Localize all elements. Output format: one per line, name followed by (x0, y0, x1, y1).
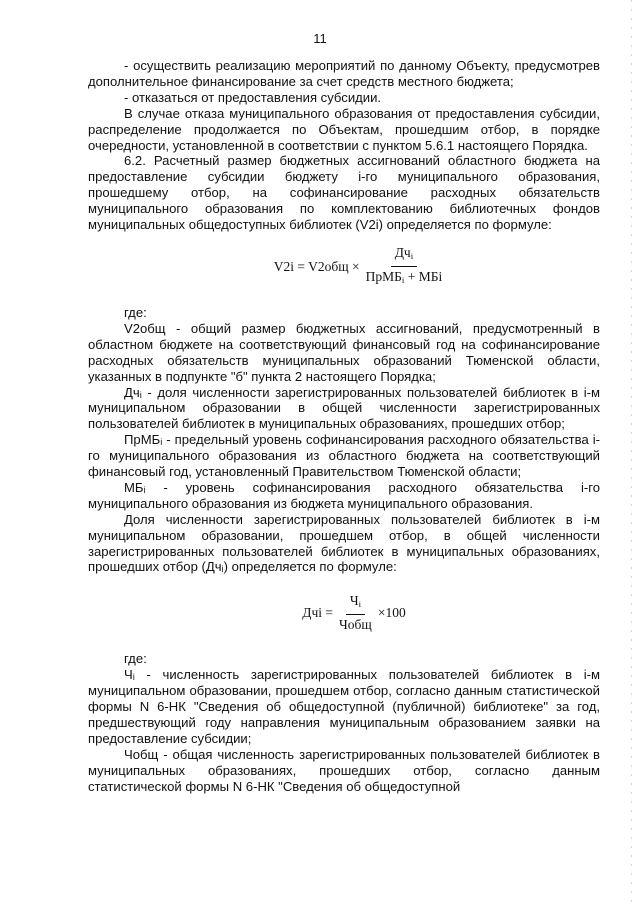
paragraph-option-2: - отказаться от предоставления субсидии. (124, 89, 382, 105)
where-label-2: где: (124, 651, 147, 667)
definition-prmbi: ПрМБᵢ - предельный уровень софинансирования расходного обязательства i-го муниципального образования из областного бюджета на соответствующий финансовый год, установленный Правительством Тюменской области; (88, 432, 600, 480)
formula-v2i-numerator (391, 245, 417, 267)
formula-v2i-fraction (362, 245, 447, 289)
paragraph-share-formula-intro: Доля численности зарегистрированных пользователей библиотек в i-м муниципальном образовании, прошедшем отбор, в общей численности зарегистрированных пользователей библиотек в муниципальных образованиях, прошедших отбор (Дчᵢ) определяется по формуле: (88, 511, 600, 575)
numerator-subscript: i (358, 599, 362, 610)
definition-dchi: Дчᵢ - доля численности зарегистрированных пользователей библиотек в i-м муниципальном образовании в общей численности зарегистрированных пользователей библиотек в муниципальных образованиях, прошедших отбор; (88, 384, 600, 432)
formula-dchi-lhs: Дчi = (302, 605, 334, 621)
numerator-text: Дч (394, 244, 411, 260)
formula-v2i-denominator (362, 267, 447, 289)
formula-v2i-lhs: V2i = V2общ × (273, 259, 360, 275)
document-body (88, 58, 600, 795)
paragraph-refusal: В случае отказа муниципального образования от предоставления субсидии, распределение продолжается по Объектам, прошедшим отбор, в порядке очередности, установленной в соответствии с пунктом 5.6.1 настоящего Порядка. (88, 105, 600, 153)
formula-dchi-rhs: ×100 (377, 605, 406, 621)
formula-v2i (122, 239, 600, 295)
numerator-subscript: i (410, 251, 414, 262)
where-label-1: где: (124, 304, 147, 320)
numerator-text: Ч (349, 593, 359, 609)
definition-chi: Чᵢ - численность зарегистрированных пользователей библиотек в i-м муниципальном образовании, прошедшем отбор, согласно данным статистической формы N 6-НК "Сведения об общедоступной (публичной) библиотеке" за год, предшествующий году направления муниципальным образованием заявки на предоставление субсидии; (88, 667, 600, 746)
formula-dchi-denominator: Чобщ (339, 617, 372, 633)
definition-mbi: МБᵢ - уровень софинансирования расходного обязательства i-го муниципального образования из бюджета муниципального образования. (88, 479, 600, 511)
formula-dchi (108, 585, 600, 641)
page-number: 11 (313, 31, 327, 46)
scan-edge-artifact (631, 0, 632, 905)
definition-chobsch: Чобщ - общая численность зарегистрированных пользователей библиотек в муниципальных образованиях, прошедших отбор, согласно данным статистической формы N 6-НК "Сведения об общедоступной (88, 746, 600, 794)
denominator-text-a: ПрМБ (365, 268, 402, 284)
paragraph-option-1: - осуществить реализацию мероприятий по данному Объекту, предусмотрев дополнительное финансирование за счет средств местного бюджета; (88, 58, 600, 89)
formula-dchi-numerator (346, 593, 365, 615)
paragraph-6-2: 6.2. Расчетный размер бюджетных ассигнований областного бюджета на предоставление субсидии бюджету i-го муниципального образования, прошедшему отбор, на софинансирование расходных обязательств муниципального образования по комплектованию библиотечных фондов муниципальных общедоступных библиотек (V2i) определяется по формуле: (88, 153, 600, 233)
denominator-subscript: i (401, 275, 405, 286)
formula-dchi-fraction (335, 593, 376, 633)
denominator-text-b: + МБi (404, 268, 443, 284)
definition-v2obsch: V2общ - общий размер бюджетных ассигнований, предусмотренный в областном бюджете на соответствующий финансовый год на софинансирование расходных обязательств муниципальных образований Тюменской области, указанных в подпункте "б" пункта 2 настоящего Порядка; (88, 320, 600, 384)
